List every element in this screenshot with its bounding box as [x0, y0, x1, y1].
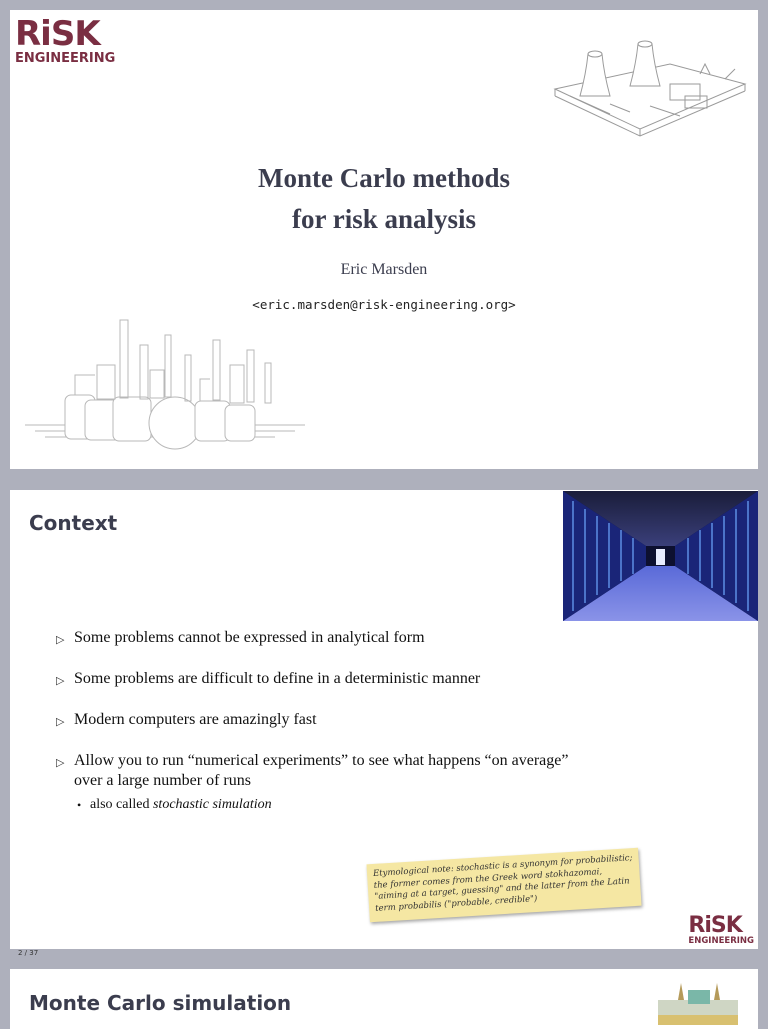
triangle-bullet-icon: ▷	[56, 634, 65, 646]
sub-list-item: • also called stochastic simulation	[74, 795, 596, 815]
logo-risk-text: RiSK	[688, 912, 742, 938]
risk-engineering-logo	[688, 912, 754, 946]
presentation-title	[10, 158, 758, 240]
context-slide	[10, 490, 758, 949]
list-item: ▷ Some problems cannot be expressed in analytical form	[56, 628, 596, 648]
list-item: ▷ Modern computers are amazingly fast	[56, 710, 596, 730]
title-line-2: for risk analysis	[291, 204, 477, 234]
slide-heading: Monte Carlo simulation	[29, 991, 292, 1015]
risk-engineering-logo	[15, 14, 116, 66]
monte-carlo-casino-illustration	[648, 975, 748, 1025]
triangle-bullet-icon: ▷	[56, 675, 65, 687]
logo-engineering-text: ENGINEERING	[688, 935, 754, 946]
page-number: 2 / 37	[18, 949, 39, 957]
logo-risk-text: RiSK	[15, 14, 100, 54]
triangle-bullet-icon: ▷	[56, 716, 65, 728]
bullet-list	[56, 628, 596, 836]
title-slide	[10, 10, 758, 469]
list-item: ▷ Some problems are difficult to define in a deterministic manner	[56, 669, 596, 689]
refinery-illustration	[25, 315, 315, 455]
datacenter-photo	[563, 491, 758, 621]
dot-bullet-icon: •	[77, 798, 82, 812]
author-name: Eric Marsden	[340, 261, 428, 278]
triangle-bullet-icon: ▷	[56, 757, 65, 769]
monte-carlo-slide	[10, 969, 758, 1029]
etymology-note: Etymological note: stochastic is a synonym for probabilistic; the former comes from the Greek word stokhazomai, "aiming at a target, guessing" and the latter from the Latin term probabilis ("probable, credible")	[366, 848, 641, 922]
author-email: <eric.marsden@risk-engineering.org>	[252, 297, 516, 312]
list-item: ▷ Allow you to run “numerical experiments” to see what happens “on average” over a large number of runs • also called stochastic simulation	[56, 751, 596, 815]
slide-heading: Context	[29, 511, 118, 535]
logo-engineering-text: ENGINEERING	[15, 51, 116, 66]
title-line-1: Monte Carlo methods	[258, 163, 510, 193]
power-plant-illustration	[550, 34, 750, 144]
